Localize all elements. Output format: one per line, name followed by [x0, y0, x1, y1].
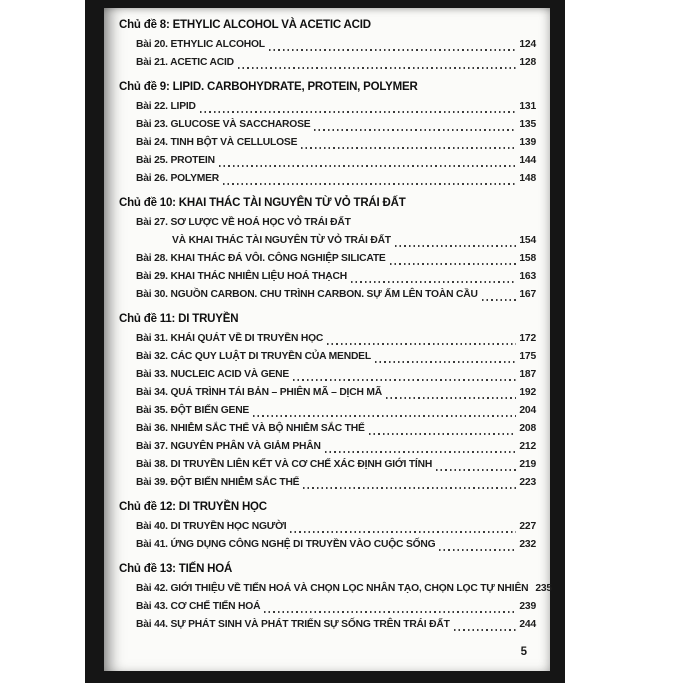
section-title: Chủ đề 9: LIPID. CARBOHYDRATE, PROTEIN, POLYMER [119, 81, 418, 93]
dot-leader [375, 361, 516, 363]
toc-entry-row [119, 348, 536, 366]
toc-entry-row [119, 536, 536, 554]
dot-leader [395, 245, 517, 247]
entry-page-number: 244 [519, 619, 536, 630]
entry-page-number: 219 [519, 459, 536, 470]
entry-label: Bài 33. NUCLEIC ACID VÀ GENE [136, 369, 290, 380]
dot-leader [439, 549, 516, 551]
entry-page-number: 163 [519, 271, 536, 282]
toc-entry-row [119, 616, 536, 634]
entry-label: Bài 38. DI TRUYỀN LIÊN KẾT VÀ CƠ CHẾ XÁC ĐỊNH GIỚI TÍNH [136, 459, 433, 470]
dot-leader [314, 129, 516, 131]
toc-entry-row [119, 580, 552, 598]
entry-page-number: 235 [535, 583, 552, 594]
dot-leader [369, 433, 517, 435]
dot-leader [253, 415, 516, 417]
entry-page-number: 232 [519, 539, 536, 550]
toc-entry-row [119, 474, 536, 492]
toc-entry-row [119, 518, 536, 536]
entry-label: Bài 39. ĐỘT BIẾN NHIỄM SẮC THỂ [136, 477, 300, 488]
dot-leader [482, 299, 517, 301]
entry-label: Bài 43. CƠ CHẾ TIẾN HOÁ [136, 601, 261, 612]
toc-entry-row [119, 36, 536, 54]
entry-label: Bài 29. KHAI THÁC NHIÊN LIỆU HOÁ THẠCH [136, 271, 347, 282]
entry-page-number: 204 [519, 405, 536, 416]
dot-leader [200, 111, 517, 113]
dot-leader [454, 629, 517, 631]
entry-label: Bài 36. NHIỄM SẮC THỂ VÀ BỘ NHIỄM SẮC THỂ [136, 423, 365, 434]
toc-entry-row [119, 286, 536, 304]
entry-label: Bài 32. CÁC QUY LUẬT DI TRUYỀN CỦA MENDEL [136, 351, 371, 362]
page-number: 5 [520, 646, 527, 658]
table-of-contents [119, 16, 552, 634]
dot-leader [238, 67, 517, 69]
entry-page-number: 154 [519, 235, 536, 246]
entry-label: Bài 25. PROTEIN [136, 155, 215, 166]
entry-label: Bài 20. ETHYLIC ALCOHOL [136, 39, 265, 50]
entry-label: Bài 44. SỰ PHÁT SINH VÀ PHÁT TRIỂN SỰ SỐNG TRÊN TRÁI ĐẤT [136, 619, 450, 630]
entry-page-number: 212 [519, 441, 536, 452]
toc-entry-row [119, 170, 536, 188]
entry-label: Bài 23. GLUCOSE VÀ SACCHAROSE [136, 119, 311, 130]
entry-label: Bài 27. SƠ LƯỢC VỀ HOÁ HỌC VỎ TRÁI ĐẤT [136, 217, 351, 228]
dot-leader [223, 183, 516, 185]
entry-page-number: 227 [519, 521, 536, 532]
entry-page-number: 172 [519, 333, 536, 344]
toc-entry-row [119, 250, 536, 268]
toc-entry-row [119, 366, 536, 384]
entry-page-number: 139 [519, 137, 536, 148]
entry-label: Bài 34. QUÁ TRÌNH TÁI BẢN – PHIÊN MÃ – DỊCH MÃ [136, 387, 382, 398]
entry-page-number: 187 [519, 369, 536, 380]
entry-page-number: 192 [519, 387, 536, 398]
dot-leader [327, 343, 516, 345]
toc-page [104, 8, 550, 671]
toc-entry-row [119, 134, 536, 152]
dot-leader [351, 281, 516, 283]
entry-label: Bài 41. ỨNG DỤNG CÔNG NGHỆ DI TRUYỀN VÀO CUỘC SỐNG [136, 539, 436, 550]
entry-page-number: 144 [519, 155, 536, 166]
dot-leader [436, 469, 516, 471]
toc-entry-row [119, 330, 536, 348]
entry-page-number: 135 [519, 119, 536, 130]
entry-page-number: 131 [519, 101, 536, 112]
dot-leader [303, 487, 516, 489]
entry-page-number: 239 [519, 601, 536, 612]
toc-entry-row [119, 54, 536, 72]
section-title: Chủ đề 11: DI TRUYỀN [119, 313, 239, 325]
entry-label: Bài 26. POLYMER [136, 173, 220, 184]
entry-page-number: 128 [519, 57, 536, 68]
dot-leader [269, 49, 517, 51]
dot-leader [390, 263, 517, 265]
entry-label: Bài 35. ĐỘT BIẾN GENE [136, 405, 250, 416]
dot-leader [264, 611, 516, 613]
toc-entry-row [119, 456, 536, 474]
entry-page-number: 175 [519, 351, 536, 362]
entry-page-number: 208 [519, 423, 536, 434]
toc-entry-row [119, 420, 536, 438]
toc-entry-row [119, 232, 536, 250]
toc-entry-row [119, 116, 536, 134]
toc-entry-row [119, 268, 536, 286]
dot-leader [301, 147, 516, 149]
entry-page-number: 158 [519, 253, 536, 264]
entry-page-number: 167 [519, 289, 536, 300]
toc-entry-row [119, 598, 536, 616]
entry-label: Bài 31. KHÁI QUÁT VỀ DI TRUYỀN HỌC [136, 333, 324, 344]
entry-label: Bài 22. LIPID [136, 101, 196, 112]
section-title: Chủ đề 12: DI TRUYỀN HỌC [119, 501, 267, 513]
toc-entry-row [119, 438, 536, 456]
dot-leader [219, 165, 517, 167]
book-photo-backdrop [85, 0, 565, 683]
dot-leader [293, 379, 516, 381]
toc-entry-row [119, 384, 536, 402]
section-title: Chủ đề 13: TIẾN HOÁ [119, 563, 233, 575]
entry-label: Bài 28. KHAI THÁC ĐÁ VÔI. CÔNG NGHIỆP SILICATE [136, 253, 386, 264]
entry-page-number: 124 [519, 39, 536, 50]
dot-leader [290, 531, 516, 533]
dot-leader [386, 397, 516, 399]
toc-entry-row [119, 152, 536, 170]
section-title: Chủ đề 8: ETHYLIC ALCOHOL VÀ ACETIC ACID [119, 19, 371, 31]
entry-page-number: 148 [519, 173, 536, 184]
entry-label: VÀ KHAI THÁC TÀI NGUYÊN TỪ VỎ TRÁI ĐẤT [172, 235, 391, 246]
toc-entry-row [119, 214, 536, 232]
entry-label: Bài 40. DI TRUYỀN HỌC NGƯỜI [136, 521, 287, 532]
entry-label: Bài 24. TINH BỘT VÀ CELLULOSE [136, 137, 298, 148]
entry-label: Bài 21. ACETIC ACID [136, 57, 234, 68]
toc-entry-row [119, 98, 536, 116]
entry-label: Bài 42. GIỚI THIỆU VỀ TIẾN HOÁ VÀ CHỌN LỌC NHÂN TẠO, CHỌN LỌC TỰ NHIÊN [136, 583, 529, 594]
entry-label: Bài 30. NGUỒN CARBON. CHU TRÌNH CARBON. SỰ ẤM LÊN TOÀN CẦU [136, 289, 478, 300]
dot-leader [325, 451, 517, 453]
section-title: Chủ đề 10: KHAI THÁC TÀI NGUYÊN TỪ VỎ TRÁI ĐẤT [119, 197, 406, 209]
entry-label: Bài 37. NGUYÊN PHÂN VÀ GIẢM PHÂN [136, 441, 321, 452]
toc-entry-row [119, 402, 536, 420]
entry-page-number: 223 [519, 477, 536, 488]
